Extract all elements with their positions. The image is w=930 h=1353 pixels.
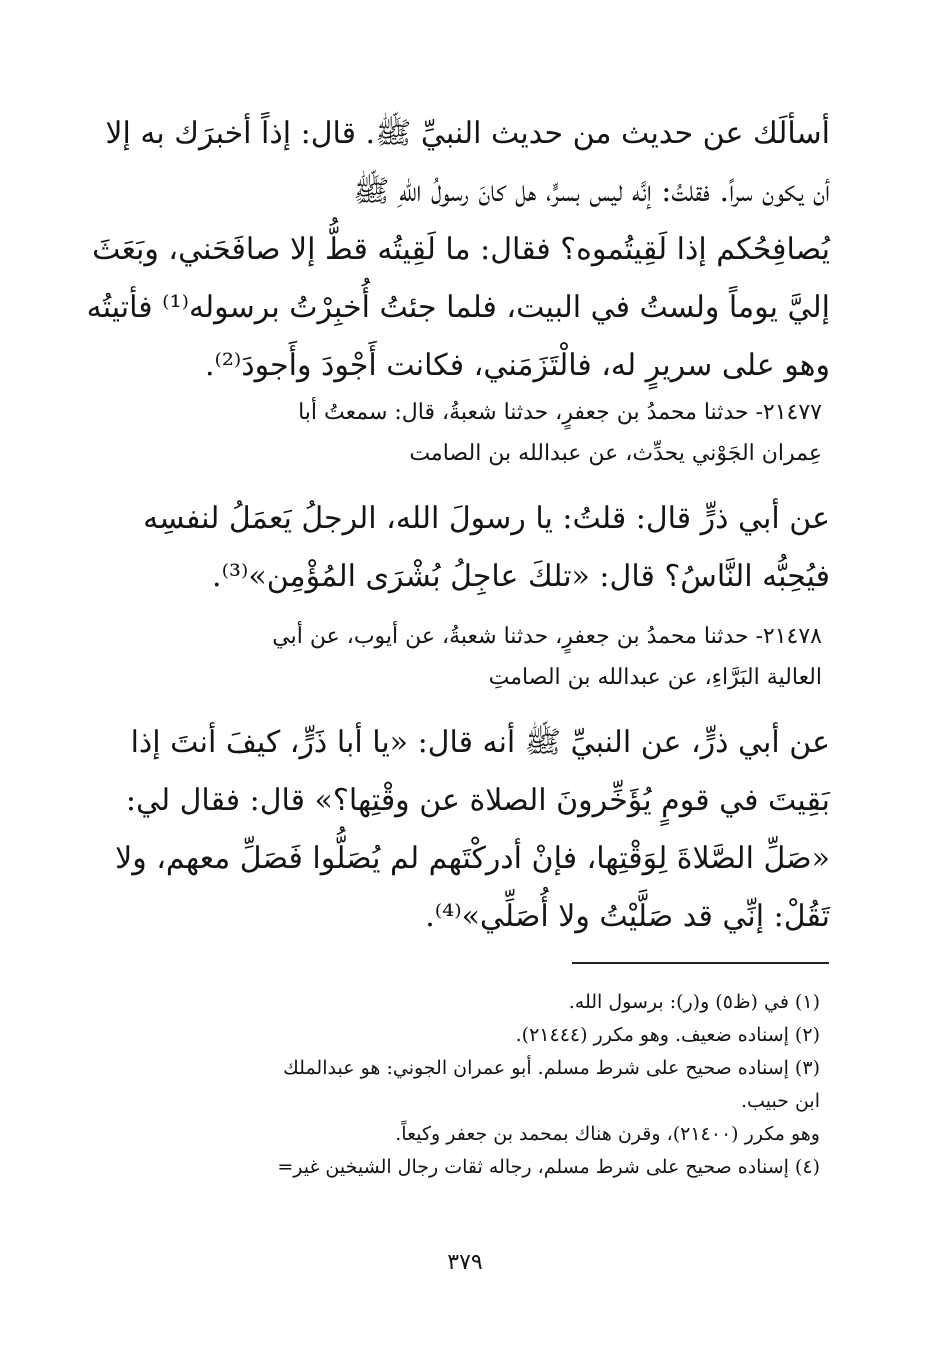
hadith-text-paragraph-2 bbox=[118, 490, 830, 606]
text-line: وهو على سريرٍ له، فالْتَزَمَني، فكانت أَجْودَ وأَجودَ⁽²⁾. bbox=[204, 348, 830, 383]
text-line: فيُحِبُّه النَّاسُ؟ قال: «تلكَ عاجِلُ بُشْرَى المُؤْمِن»⁽³⁾. bbox=[212, 559, 830, 594]
footnote-3-continuation: ابن حبيب. bbox=[741, 1090, 820, 1112]
isnad-chain-21477 bbox=[120, 392, 822, 474]
footnote-3-note: وهو مكرر (٢١٤٠٠)، وقرن هناك بمحمد بن جعفر وكيعاً. bbox=[395, 1123, 820, 1145]
hadith-text-paragraph-3 bbox=[115, 714, 830, 946]
text-line: بَقِيتَ في قومٍ يُؤَخِّرونَ الصلاة عن وقْتِها؟» قال: فقال لي: bbox=[125, 783, 830, 818]
footnotes bbox=[130, 986, 820, 1184]
text-line: يُصافِحُكم إذا لَقِيتُموه؟ فقال: ما لَقِيتُه قطُّ إلا صافَحَني، وبَعَثَ bbox=[92, 232, 830, 267]
footnote-4: (٤) إسناده صحيح على شرط مسلم، رجاله ثقات رجال الشيخين غير= bbox=[277, 1156, 820, 1178]
text-line: ٢١٤٧٧- حدثنا محمدُ بن جعفرٍ، حدثنا شعبةُ، قال: سمعتُ أبا bbox=[298, 400, 822, 425]
footnote-1: (١) في (ظ٥) و(ر): برسول الله. bbox=[568, 991, 820, 1013]
footnote-3: (٣) إسناده صحيح على شرط مسلم. أبو عمران الجوني: هو عبدالملك bbox=[283, 1057, 820, 1079]
text-line: أن يكون سراً. فقلتُ: إنَّه ليس بسرٍّ، هل كانَ رسولُ اللهِ ﷺ bbox=[353, 174, 830, 209]
text-line: عن أبي ذرٍّ، عن النبيِّ ﷺ أنه قال: «يا أبا ذَرٍّ، كيفَ أنتَ إذا bbox=[130, 725, 830, 760]
text-line: تَقُلْ: إنِّي قد صَلَّيْتُ ولا أُصَلِّي»⁽⁴⁾. bbox=[425, 899, 830, 934]
text-line: العالية البَرَّاءِ، عن عبدالله بن الصامتِ bbox=[488, 665, 822, 690]
text-line: عن أبي ذرٍّ قال: قلتُ: يا رسولَ الله، الرجلُ يَعمَلُ لنفسِه bbox=[143, 501, 830, 536]
hadith-text-paragraph-1 bbox=[86, 105, 830, 395]
page-number: ٣٧٩ bbox=[447, 1250, 483, 1275]
text-line: «صَلِّ الصَّلاةَ لِوَقْتِها، فإنْ أدركْتَهم لم يُصَلُّوا فَصَلِّ معهم، ولا bbox=[115, 841, 830, 876]
text-line: عِمران الجَوْني يحدِّث، عن عبدالله بن الصامت bbox=[409, 441, 822, 466]
text-line: أسألَك عن حديث من حديث النبيِّ ﷺ. قال: إذاً أخبرَك به إلا bbox=[105, 116, 830, 151]
text-line: إليَّ يوماً ولستُ في البيت، فلما جئتُ أُخبِرْتُ برسوله⁽¹⁾ فأتيتُه bbox=[86, 290, 830, 325]
footnote-separator bbox=[572, 962, 829, 964]
isnad-chain-21478 bbox=[120, 616, 822, 698]
footnote-2: (٢) إسناده ضعيف. وهو مكرر (٢١٤٤٤). bbox=[515, 1024, 820, 1046]
text-line: ٢١٤٧٨- حدثنا محمدُ بن جعفرٍ، حدثنا شعبةُ، عن أيوب، عن أبي bbox=[272, 624, 822, 649]
